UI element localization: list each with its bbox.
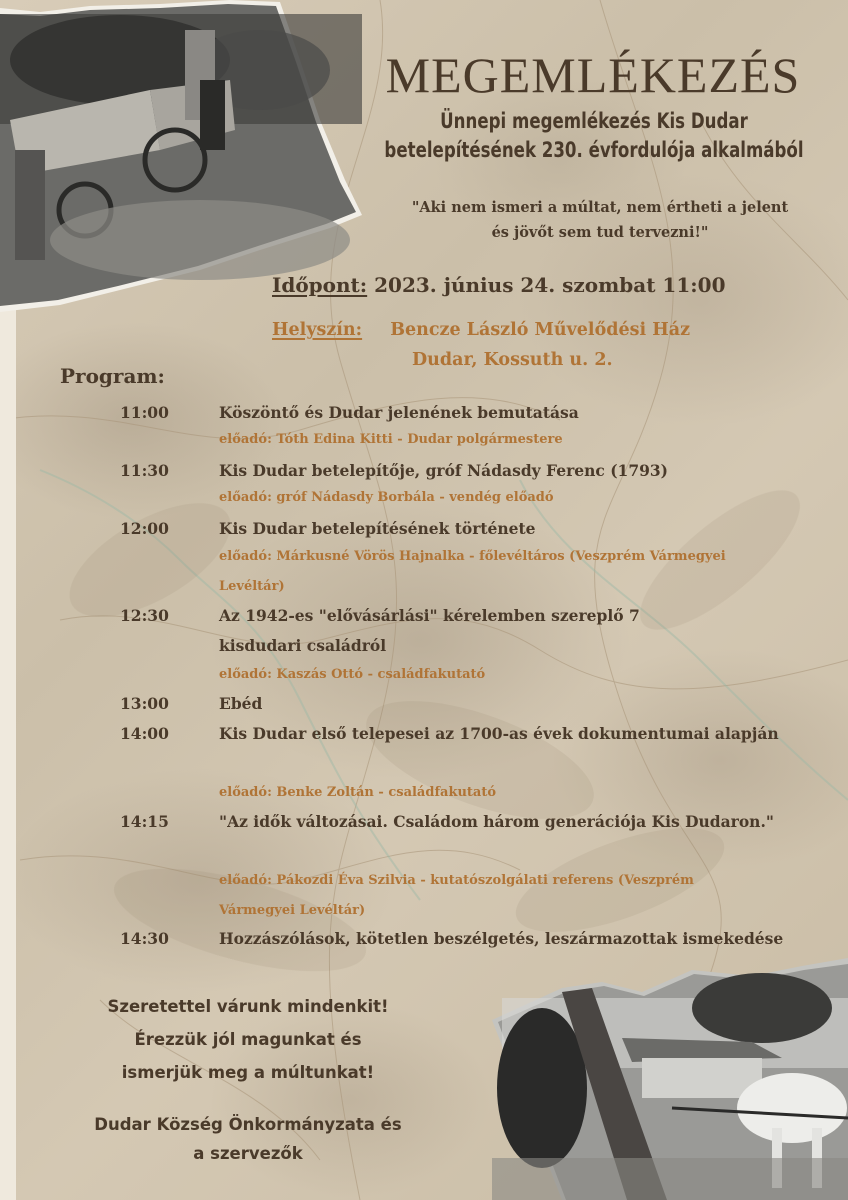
historic-photo-horse — [492, 958, 848, 1200]
program-title: Az 1942-es "elővásárlási" kérelemben szereplő 7 kisdudari családról — [219, 606, 640, 655]
historic-photo-wagon — [0, 0, 362, 312]
closing-message — [16, 990, 480, 1089]
program-title: Köszöntő és Dudar jelenének bemutatása — [219, 403, 579, 422]
program-speaker: előadó: Kaszás Ottó - családfakutató — [219, 667, 486, 682]
location-address: Dudar, Kossuth u. 2. — [412, 350, 613, 370]
program-title: Kis Dudar betelepítésének története — [219, 519, 536, 538]
subtitle-line-1: Ünnepi megemlékezés Kis Dudar — [440, 109, 748, 133]
organizers — [16, 1110, 480, 1168]
quote-line-2: és jövőt sem tud tervezni!" — [491, 224, 709, 241]
event-date — [272, 273, 832, 297]
program-time: 14:30 — [120, 929, 169, 948]
organizers-line-1: Dudar Község Önkormányzata és — [94, 1115, 402, 1134]
program-title: Ebéd — [219, 694, 263, 713]
program-time: 14:15 — [120, 812, 169, 831]
closing-line-1: Szeretettel várunk mindenkit! — [107, 997, 389, 1016]
program-time: 13:00 — [120, 694, 169, 713]
program-time: 12:00 — [120, 519, 169, 538]
event-location — [272, 315, 832, 345]
date-label: Időpont: — [272, 273, 368, 297]
torn-paper-edge — [0, 300, 16, 1200]
program-time: 12:30 — [120, 606, 169, 625]
date-value: 2023. június 24. szombat 11:00 — [374, 273, 726, 297]
program-time: 14:00 — [120, 724, 169, 743]
program-time: 11:00 — [120, 403, 169, 422]
location-venue: Bencze László Művelődési Ház — [390, 320, 691, 340]
program-title: Kis Dudar betelepítője, gróf Nádasdy Ferenc (1793) — [219, 461, 669, 480]
quote — [360, 195, 840, 245]
location-label: Helyszín: — [272, 320, 363, 340]
quote-line-1: "Aki nem ismeri a múltat, nem értheti a jelent — [411, 199, 789, 216]
program-heading: Program: — [60, 364, 165, 388]
program-title: "Az idők változásai. Családom három generációja Kis Dudaron." — [219, 812, 774, 831]
program-speaker: előadó: Benke Zoltán - családfakutató — [219, 785, 497, 800]
program-speaker: előadó: Pákozdi Éva Szilvia - kutatószolgálati referens (Veszprém Vármegyei Levéltár) — [219, 873, 694, 918]
program-title: Kis Dudar első telepesei az 1700-as évek dokumentumai alapján — [219, 724, 779, 743]
subtitle-line-2: betelepítésének 230. évfordulója alkalmából — [384, 138, 804, 162]
program-title: Hozzászólások, kötetlen beszélgetés, leszármazottak ismekedése — [219, 929, 784, 948]
program-speaker: előadó: Márkusné Vörös Hajnalka - főlevéltáros (Veszprém Vármegyei Levéltár) — [219, 549, 726, 594]
program-speaker: előadó: Tóth Edina Kitti - Dudar polgármestere — [219, 432, 563, 447]
program-speaker: előadó: gróf Nádasdy Borbála - vendég előadó — [219, 490, 554, 505]
closing-line-3: ismerjük meg a múltunkat! — [121, 1063, 375, 1082]
organizers-line-2: a szervezők — [193, 1144, 303, 1163]
closing-line-2: Érezzük jól magunkat és — [134, 1030, 362, 1049]
page-title: MEGEMLÉKEZÉS — [385, 47, 801, 103]
subtitle — [370, 107, 817, 165]
program-time: 11:30 — [120, 461, 169, 480]
